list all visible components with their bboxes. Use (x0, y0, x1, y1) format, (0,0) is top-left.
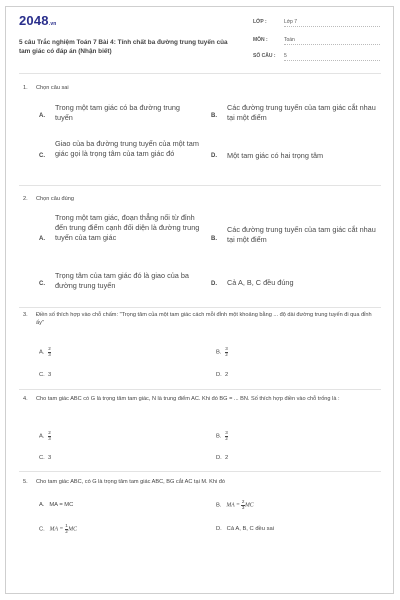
option-fraction: $\frac{2}{3}$ (48, 346, 51, 357)
option-d[interactable] (216, 525, 274, 533)
option-text[interactable]: Giao của ba đường trung tuyến của một tam giác gọi là trọng tâm của tam giác đó (55, 139, 199, 158)
option-fraction: $\frac{1}{2}$ (65, 523, 68, 534)
option-c[interactable] (39, 371, 51, 379)
option-fraction: $\frac{3}{2}$ (225, 346, 228, 357)
option-letter: C. (39, 153, 45, 159)
option-text[interactable]: Cả A, B, C đều đúng (227, 278, 294, 287)
option-letter: A. (39, 113, 45, 119)
option-text[interactable]: Trong một tam giác có ba đường trung tuyến (55, 103, 180, 122)
logo-text: 2048 (19, 13, 49, 28)
option-letter: C. (39, 455, 45, 461)
question-prompt: Điền số thích hợp vào chỗ chấm: "Trọng tâm của một tam giác cách mỗi đỉnh một khoảng bằng ... độ dài đường trung tuyến đi qua đỉnh ấy" (36, 312, 372, 326)
option-letter: A. (39, 433, 45, 440)
question-number: 4. (23, 396, 28, 402)
class-value: Lớp 7 (284, 19, 380, 27)
option-letter: B. (211, 236, 217, 242)
option-math-post: MC (244, 502, 254, 509)
option-letter: D. (211, 153, 217, 159)
option-text: MA = MC (49, 502, 74, 508)
option-text[interactable]: Các đường trung tuyến của tam giác cắt nhau tại một điểm (227, 225, 376, 244)
header (6, 7, 393, 71)
logo-suffix: .vn (48, 21, 57, 27)
option-letter: B. (216, 349, 222, 356)
option-letter: D. (211, 281, 217, 287)
option-text[interactable]: Các đường trung tuyến của tam giác cắt nhau tại một điểm (227, 103, 376, 122)
option-text[interactable]: Trọng tâm của tam giác đó là giao của ba đường trung tuyến (55, 271, 189, 290)
site-logo[interactable] (19, 13, 57, 28)
subject-value: Toán (284, 37, 380, 45)
option-a[interactable] (39, 347, 51, 357)
option-d[interactable] (216, 454, 228, 462)
option-math-post: MC (68, 526, 77, 533)
class-label: LỚP : (253, 19, 267, 25)
option-b[interactable] (216, 500, 254, 510)
option-math-pre: MA = (49, 526, 65, 533)
option-d[interactable] (216, 371, 228, 379)
option-math-pre: MA = (226, 502, 242, 509)
option-b[interactable] (216, 431, 228, 441)
question-prompt: Cho tam giác ABC có G là trọng tâm tam giác, N là trung điểm AC. Khi đó BG = ... BN. Số thích hợp điền vào chỗ trống là : (36, 396, 340, 402)
option-b[interactable] (216, 347, 228, 357)
question-number: 5. (23, 479, 28, 485)
option-text[interactable]: Trong một tam giác, đoạn thẳng nối từ đỉnh đến trung điểm cạnh đối diện là đường trung tuyến của tam giác (55, 213, 200, 242)
question-divider (19, 471, 381, 472)
option-letter: C. (39, 372, 45, 378)
option-text: Cả A, B, C đều sai (226, 526, 275, 532)
option-letter: D. (216, 455, 222, 461)
option-c[interactable] (39, 524, 77, 534)
option-letter: B. (211, 113, 217, 119)
question-divider (19, 389, 381, 390)
option-fraction: $\frac{2}{3}$ (48, 430, 51, 441)
question-number: 2. (23, 196, 28, 202)
question-count-label: SỐ CÂU : (253, 53, 276, 59)
option-letter: D. (216, 372, 222, 378)
option-letter: D. (216, 526, 222, 532)
option-letter: A. (39, 349, 45, 356)
option-letter: B. (216, 502, 222, 509)
question-prompt: Chọn câu đúng (36, 196, 74, 202)
option-text: 2 (225, 455, 229, 461)
option-letter: A. (39, 502, 45, 508)
option-c[interactable] (39, 454, 51, 462)
question-prompt: Cho tam giác ABC, có G là trọng tâm tam giác ABC, BG cắt AC tại M. Khi đó (36, 479, 226, 485)
header-divider (19, 73, 381, 74)
question-prompt: Chọn câu sai (36, 85, 69, 91)
question-number: 3. (23, 312, 28, 318)
option-a[interactable] (39, 431, 51, 441)
subject-label: MÔN : (253, 37, 268, 43)
question-number: 1. (23, 85, 28, 91)
worksheet-page (5, 6, 394, 594)
option-letter: B. (216, 433, 222, 440)
option-text[interactable]: Một tam giác có hai trọng tâm (227, 151, 324, 160)
question-divider (19, 307, 381, 308)
option-text: 2 (225, 372, 229, 378)
option-text: 3 (48, 372, 52, 378)
option-a[interactable] (39, 501, 73, 509)
option-text: 3 (48, 455, 52, 461)
question-count-value: 5 (284, 53, 380, 61)
option-fraction: $\frac{2}{3}$ (241, 499, 245, 510)
option-fraction: $\frac{3}{2}$ (225, 430, 228, 441)
option-letter: C. (39, 526, 45, 533)
option-letter: C. (39, 281, 45, 287)
worksheet-title: 5 câu Trắc nghiệm Toán 7 Bài 4: Tính chất ba đường trung tuyến của tam giác có đáp án (Nhận biết) (19, 39, 228, 55)
question-divider (19, 185, 381, 186)
option-letter: A. (39, 236, 45, 242)
